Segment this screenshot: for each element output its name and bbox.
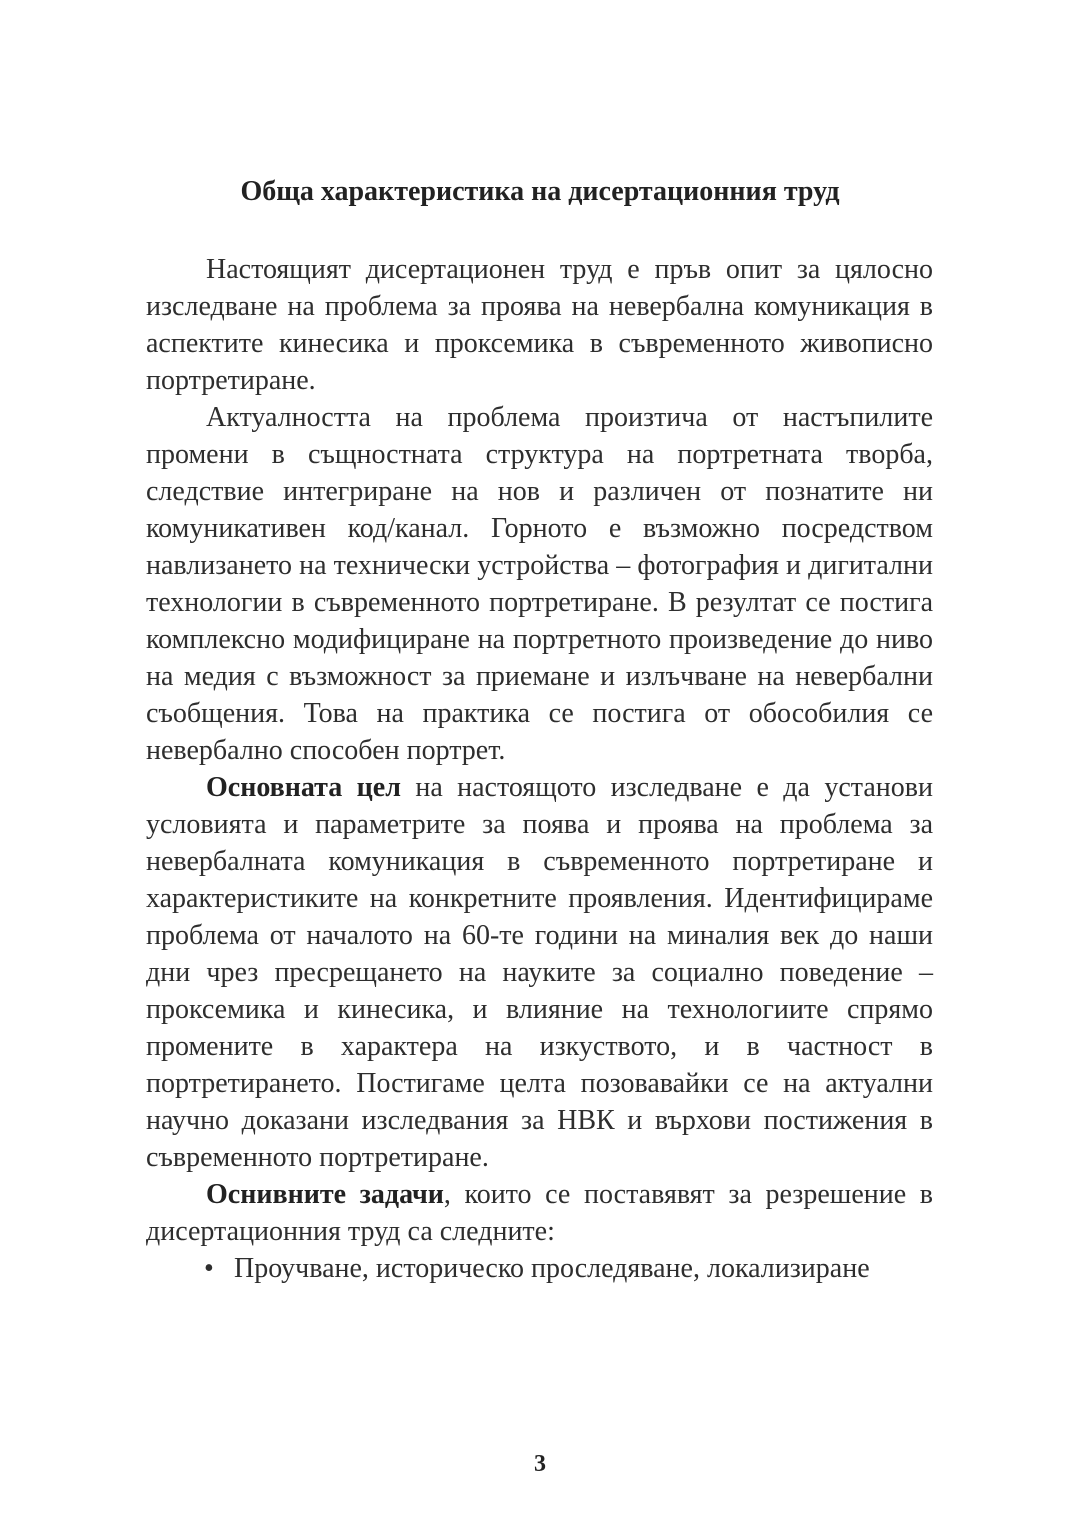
paragraph-relevance-text: Актуалността на проблема произтича от настъпилите промени в същностната структура на портретната творба, следствие интегриране на нов и различен от познатите ни комуникативен код/канал. Горното е възможно посредством навлизането на технически устройства – фотография и дигитални технологии в съвременното портретиране. В резултат се постига комплексно модифициране на портретното произведение до ниво на медия с възможност за приемане и излъчване на невербални съобщения. Това на практика се постига от обособилия се невербално способен портрет.	[146, 402, 933, 766]
paragraph-main-goal-text: на настоящото изследване е да установи условията и параметрите за появa и проява на проблема за невербалната комуникация в съвременното портретиране и характеристиките на конкретните проявления. Идентифицираме проблема от началото на 60-те години на миналия век до наши дни чрез пресрещането на науките за социално поведение – проксемика и кинесика, и влияние на технологиите спрямо промените в характера на изкуството, и в частност в портретирането. Постигаме целта позовавайки се на актуални научно доказани изследвания за НВК и върхови постижения в съвременното портретиране.	[146, 772, 933, 1173]
task-list	[146, 1250, 933, 1287]
paragraph-intro-text: Настоящият дисертационен труд е пръв опит за цялосно изследване на проблема за проява на невербална комуникация в аспектите кинесика и проксемика в съвременното живописно портретиране.	[146, 254, 933, 396]
paragraph-tasks	[146, 1176, 933, 1250]
paragraph-intro	[146, 251, 933, 399]
tasks-heading: Оснивните задачи	[206, 1179, 444, 1210]
bullet-icon: •	[204, 1253, 214, 1284]
main-goal-heading: Основната цел	[206, 772, 401, 803]
page-number: 3	[534, 1451, 546, 1477]
paragraph-relevance	[146, 399, 933, 769]
paragraph-main-goal	[146, 769, 933, 1176]
task-list-item-text: Проучване, историческо проследяване, локализиране	[234, 1253, 870, 1284]
task-list-item	[204, 1250, 933, 1287]
body-text	[146, 251, 933, 1287]
paragraph-tasks-text: , които се поставявят за резрешение в дисертационния труд са следните:	[146, 1179, 933, 1247]
page-title: Обща характеристика на дисертационния труд	[240, 176, 840, 207]
